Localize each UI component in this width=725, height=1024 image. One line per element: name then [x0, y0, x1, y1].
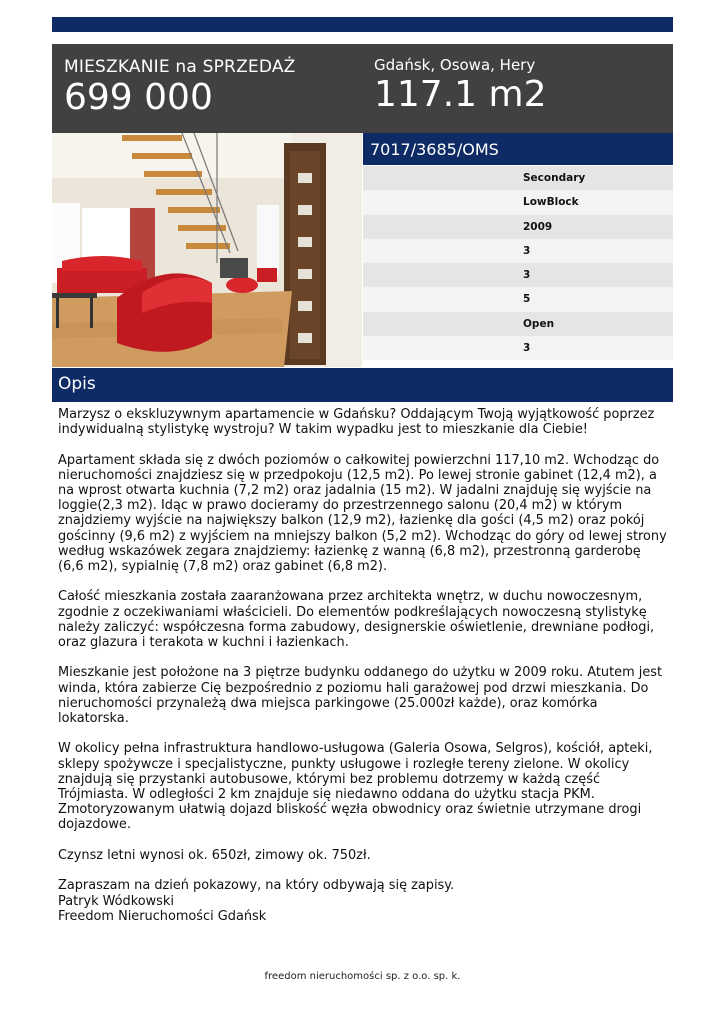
footer-company: freedom nieruchomości sp. z o.o. sp. k. — [264, 971, 461, 982]
description-paragraph: W okolicy pełna infrastruktura handlowo-usługowa (Galeria Osowa, Selgros), kościół, apteki, sklepy spożywcze i specjalistyczne, punkty usługowe i rozległe tereny zielone. W okolicy znajdują się przystanki autobusowe, którymi bez problemu dotrzemy w każdą część Trójmiasta. W odległości 2 km znajduje się niedawno oddana do użytku stacja PKM. Zmotoryzowanym ułatwią dojazd bliskość węzła obwodnicy oraz świetnie utrzymane drogi dojazdowe. — [58, 741, 653, 833]
apartment-photo — [52, 133, 362, 367]
description-paragraph: Całość mieszkania została zaaranżowana przez architekta wnętrz, w duchu nowoczesnym, zgodnie z oczekiwaniami właścicieli. Do elementów podkreślających nowoczesną stylistykę należy zaliczyć: współczesna forma zabudowy, designerskie oświetlenie, drewniane podłogi, oraz glazura i terakota w kuchni i łazienkach. — [58, 589, 655, 651]
description-paragraph: Czynsz letni wynosi ok. 650zł, zimowy ok. 750zł. — [58, 847, 371, 863]
agency-name: Freedom Nieruchomości Gdańsk — [58, 909, 267, 925]
param-value-5: 3 — [363, 263, 673, 287]
description-paragraph: Apartament składa się z dwóch poziomów o całkowitej powierzchni 117,10 m2. Wchodząc do nieruchomości znajdziesz się w przedpokoju (12,5 m2). Po lewej stronie gabinet (12,4 m2), a na wprost otwarta kuchnia (7,2 m2) oraz jadalnia (15 m2). W jadalni znajduję się wyjście na loggie(2,3 m2). Idąc w prawo docieramy do przestrzennego salonu (20,4 m2) w którym znajdziemy wyjście na największy balkon (12,9 m2), łazienkę dla gości (4,5 m2) oraz pokój gościnny (9,6 m2) z wyjściem na mniejszy balkon (5,2 m2). Wchodząc do góry od lewej strony według wskazówek zegara znajdziemy: łazienkę z wanną (6,8 m2), przestronną garderobę (6,6 m2), sypialnię (7,8 m2) oraz gabinet (6,8 m2). — [58, 452, 667, 575]
location: Gdańsk, Osowa, Hery — [374, 56, 536, 74]
top-accent-bar — [52, 17, 673, 32]
parameters-table — [363, 166, 673, 360]
param-market: Secondary — [363, 166, 673, 190]
description-heading: Opis — [52, 368, 673, 402]
param-year-built: 2009 — [363, 215, 673, 239]
param-kitchen-type: Open — [363, 312, 673, 336]
description-paragraph: Zapraszam na dzień pokazowy, na który odbywają się zapisy. — [58, 878, 455, 894]
area: 117.1 m2 — [374, 74, 547, 115]
param-value-4: 3 — [363, 239, 673, 263]
param-building-type: LowBlock — [363, 190, 673, 214]
listing-header — [52, 44, 673, 133]
offer-type: MIESZKANIE na SPRZEDAŻ — [64, 57, 296, 77]
param-value-8: 3 — [363, 336, 673, 360]
listing-reference: 7017/3685/OMS — [363, 133, 673, 165]
description-paragraph: Marzysz o ekskluzywnym apartamencie w Gdańsku? Oddającym Twoją wyjątkowość poprzez indywidualną stylistykę wystroju? W takim wypadku jest to mieszkanie dla Ciebie! — [58, 407, 655, 438]
description-body — [58, 407, 670, 909]
description-paragraph: Mieszkanie jest położone na 3 piętrze budynku oddanego do użytku w 2009 roku. Atutem jest winda, która zabierze Cię bezpośrednio z poziomu hali garażowej pod drzwi mieszkania. Do nieruchomości przynależą dwa miejsca parkingowe (25.000zł każde), oraz komórka lokatorska. — [58, 665, 663, 727]
agent-name: Patryk Wódkowski — [58, 894, 174, 909]
param-value-6: 5 — [363, 287, 673, 311]
price: 699 000 — [64, 77, 213, 118]
signature — [58, 894, 670, 924]
